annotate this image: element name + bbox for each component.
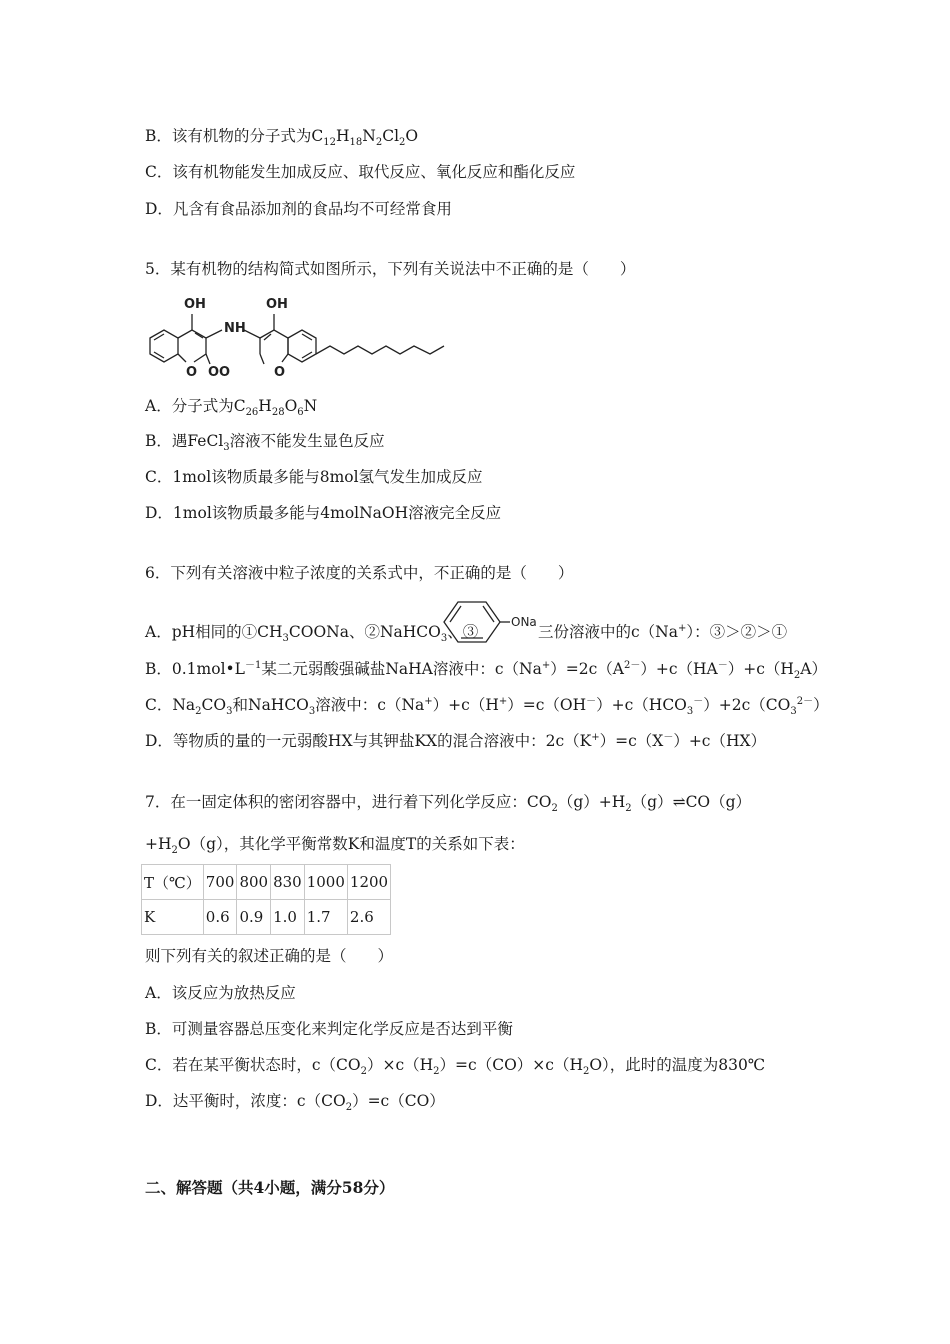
table-cell: 1.0 (271, 900, 305, 935)
q5-stem: 5．某有机物的结构简式如图所示，下列有关说法中不正确的是（ ） (145, 260, 636, 278)
equilibrium-constant-table (141, 864, 391, 935)
q5-structure-figure (140, 290, 450, 385)
fig-oh-left: OH (184, 297, 206, 312)
q5-option-b: B．遇FeCl$_3$溶液不能发生显色反应 (145, 432, 385, 454)
table-cell: 1.7 (304, 900, 347, 935)
q7-after-table: 则下列有关的叙述正确的是（ ） (145, 947, 394, 965)
table-cell: K (142, 900, 204, 935)
q7-option-b: B．可测量容器总压变化来判定化学反应是否达到平衡 (145, 1020, 513, 1038)
fig-oh-right: OH (266, 297, 288, 312)
table-cell: 800 (237, 865, 271, 900)
table-cell: 700 (203, 865, 237, 900)
fig-o-left: O (186, 365, 198, 380)
equilibrium-arrow-icon: ⇌ (672, 793, 686, 811)
q6-option-d: D．等物质的量的一元弱酸HX与其钾盐KX的混合溶液中：2c（K+）=c（X－）+c（HX） (145, 731, 767, 750)
table-row (142, 865, 391, 900)
table-cell: 0.9 (237, 900, 271, 935)
table-cell: T（℃） (142, 865, 204, 900)
q7-option-d: D．达平衡时，浓度：$c(CO_2)=c(CO)$ (145, 1092, 445, 1114)
q5-option-a: A．分子式为$C_{26}H_{28}O_6N$ (145, 397, 318, 419)
q4-option-c: C．该有机物能发生加成反应、取代反应、氧化反应和酯化反应 (145, 163, 576, 181)
ona-label: ONa (511, 615, 537, 629)
q5-option-c: C．1mol该物质最多能与8mol氢气发生加成反应 (145, 468, 483, 486)
q7-stem-line2: $+H_2O(g)$，其化学平衡常数K和温度T的关系如下表： (145, 835, 525, 857)
phenoxide-figure (440, 596, 540, 652)
q4-option-d: D．凡含有食品添加剂的食品均不可经常食用 (145, 200, 452, 218)
q6-option-c: C．$Na_2CO_3$和NaHCO$_3$溶液中：$c(Na^+)+c(H^+)=c(OH^-)+c(HCO_3^-)+2c(CO_3^{2-})$ (145, 695, 829, 718)
q5-option-d: D．1mol该物质最多能与4molNaOH溶液完全反应 (145, 504, 502, 522)
q6-option-a-tail: 三份溶液中的c（Na+）：③＞②＞① (538, 622, 788, 641)
q7-stem: 7．在一固定体积的密闭容器中，进行着下列化学反应：$CO_2(g)+H_2(g)\rightleftharpoons CO(g)$ (145, 793, 752, 815)
section-heading: 二、解答题（共4小题，满分58分） (145, 1178, 395, 1197)
q6-option-b: B．$0.1mol•L^{-1}$某二元弱酸强碱盐NaHA溶液中：$c(Na^+)=2c(A^{2-})+c(HA^-)+c(H_2A)$ (145, 659, 827, 682)
fig-oo: OO (208, 365, 231, 380)
table-cell: 1000 (304, 865, 347, 900)
q4-option-b: B．该有机物的分子式为$C_{12}H_{18}N_2Cl_2O$ (145, 127, 419, 149)
table-cell: 2.6 (347, 900, 390, 935)
q7-option-a: A．该反应为放热反应 (145, 984, 296, 1002)
table-cell: 0.6 (203, 900, 237, 935)
q6-option-a: A．pH相同的$①CH_3COONa$、②NaHCO$_3$、③ (145, 623, 479, 645)
table-row (142, 900, 391, 935)
fig-nh: NH (224, 321, 246, 336)
table-cell: 1200 (347, 865, 390, 900)
fig-o-right: O (274, 365, 286, 380)
q6-stem: 6．下列有关溶液中粒子浓度的关系式中，不正确的是（ ） (145, 564, 574, 582)
q7-option-c: C．若在某平衡状态时，$c(CO_2)\times c(H_2)=c(CO)\times c(H_2O)$，此时的温度为830℃ (145, 1056, 766, 1078)
table-cell: 830 (271, 865, 305, 900)
